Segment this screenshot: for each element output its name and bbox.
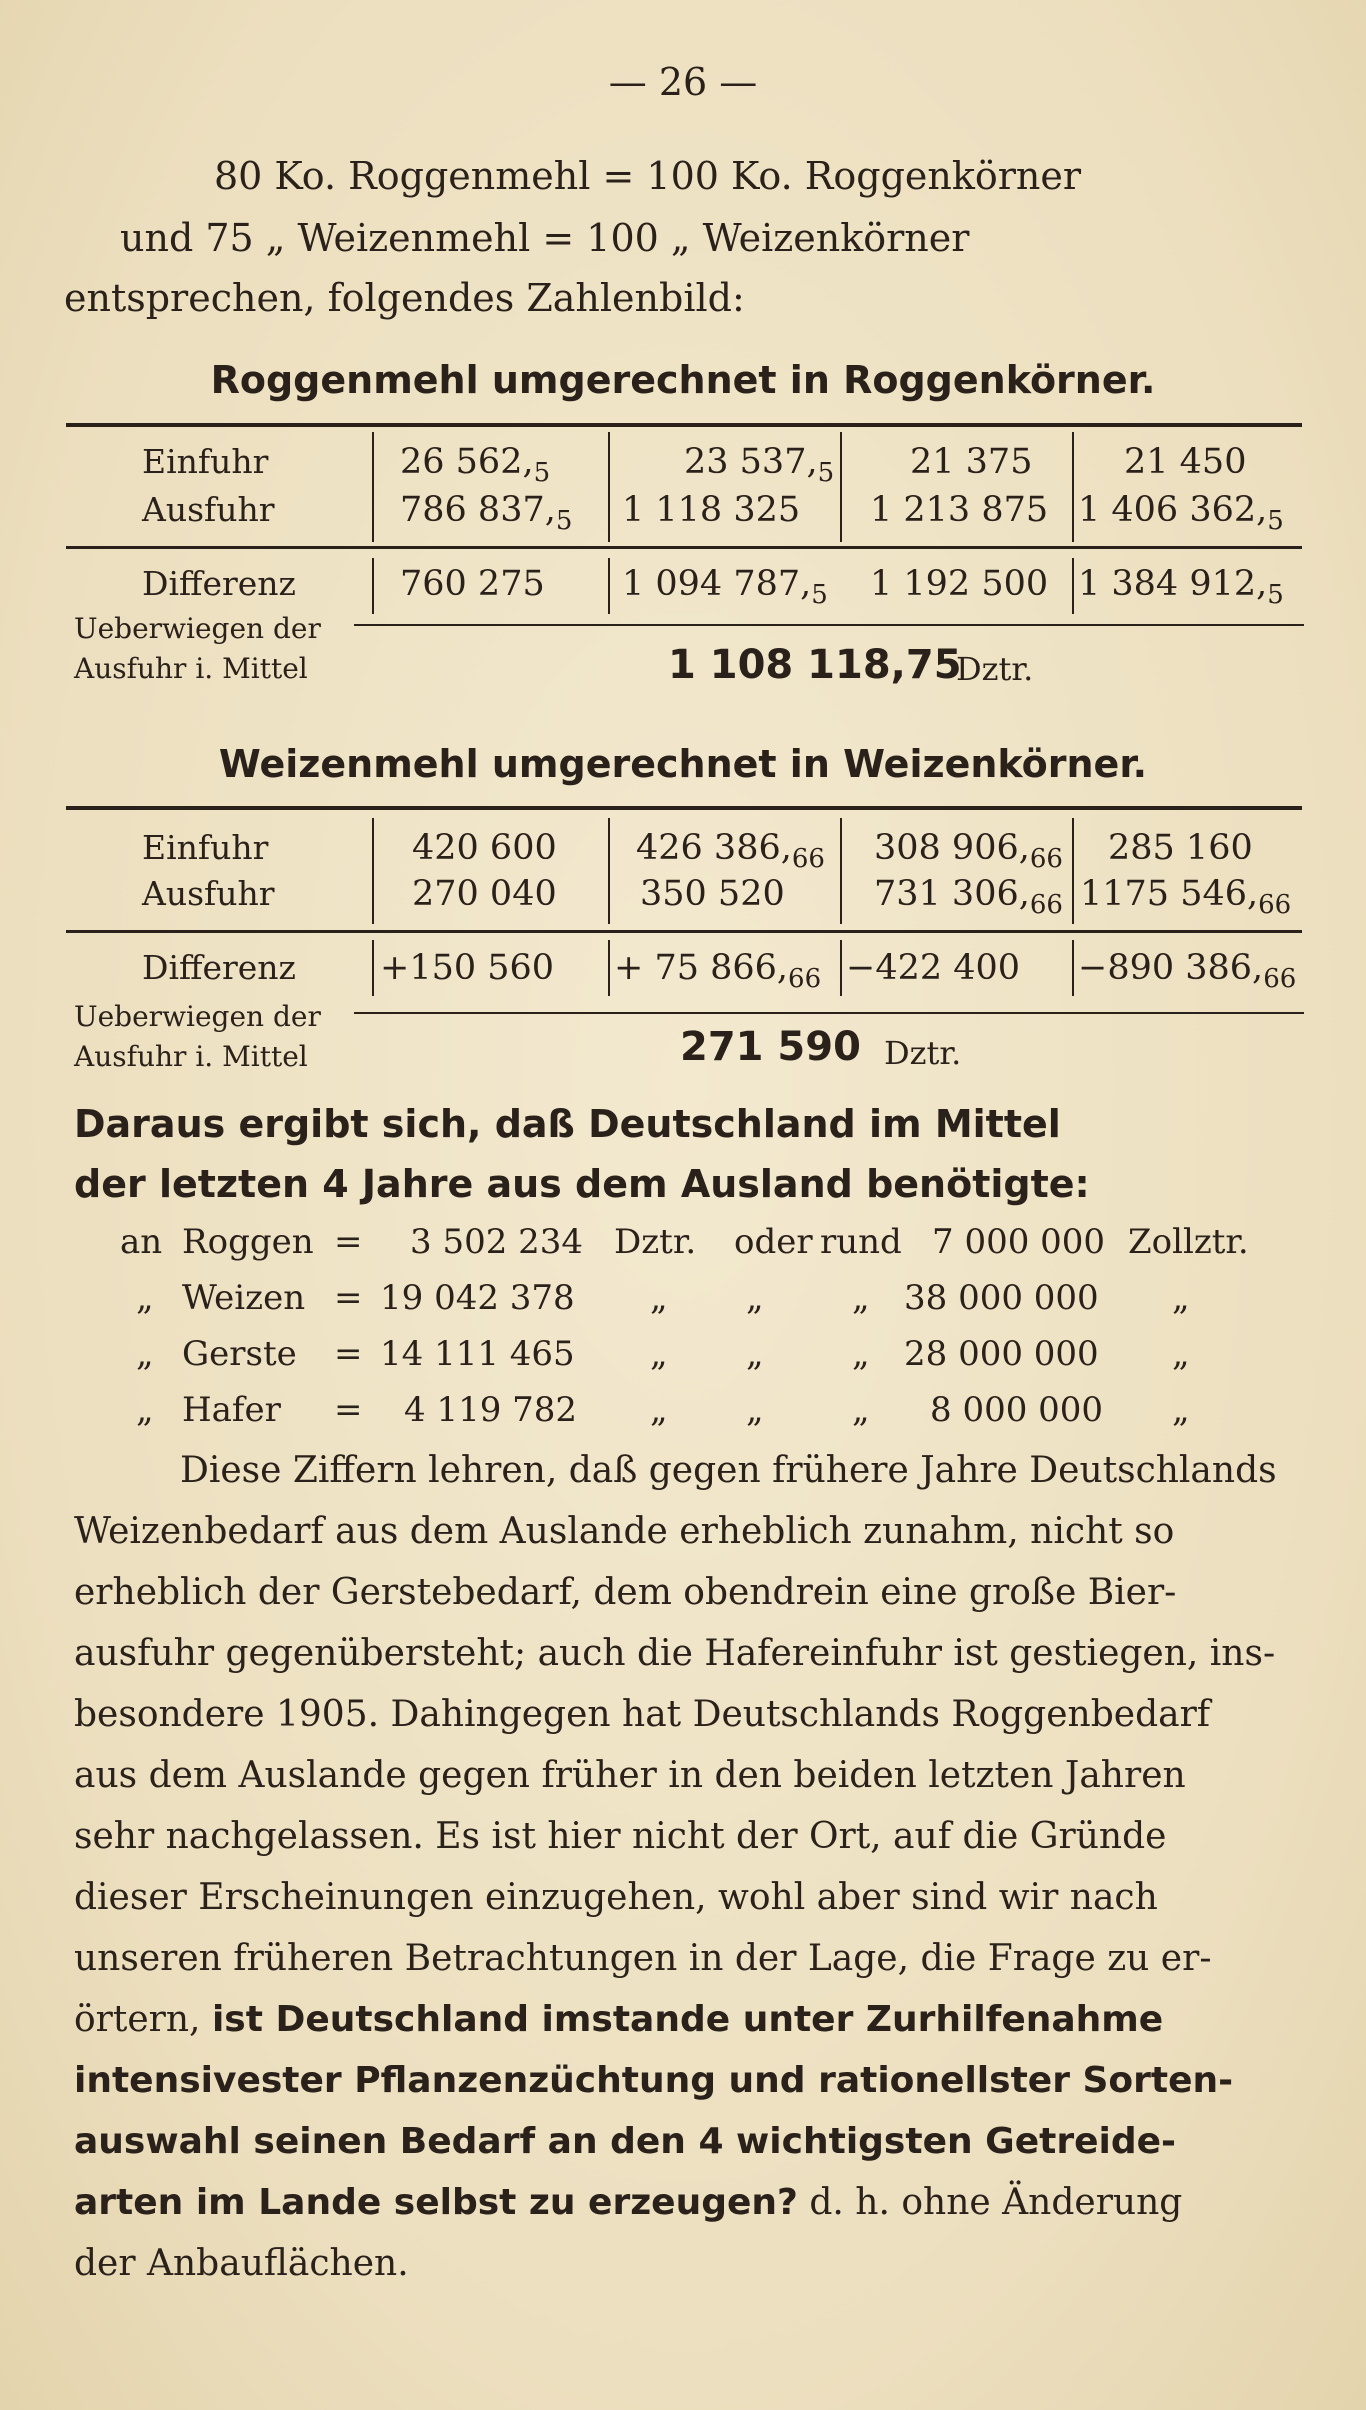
summary-label-2: Ausfuhr i. Mittel — [74, 1040, 308, 1073]
table-cell: −422 400 — [846, 948, 1021, 988]
table-cell: 26 $562,_5$ — [400, 442, 551, 488]
table-cell: 426 $386,_{66}$ — [636, 828, 825, 874]
page-number: — 26 — — [608, 60, 758, 104]
row-label: Ausfuhr — [142, 874, 275, 913]
row-label: Differenz — [142, 948, 296, 987]
table-cell: 1 094 $787,_5$ — [622, 564, 828, 610]
conclusion-line-1: Daraus ergibt sich, daß Deutschland im Mittel — [74, 1102, 1061, 1146]
table-roggen-title: Roggenmehl umgerechnet in Roggenkörner. — [210, 358, 1156, 402]
summary-label-1: Ueberwiegen der — [74, 1000, 321, 1033]
table-cell: 23 $537,_5$ — [684, 442, 835, 488]
row-label: Differenz — [142, 564, 296, 603]
table-cell: 420 600 — [412, 828, 557, 868]
table-cell: 731 $306,_{66}$ — [874, 874, 1063, 920]
summary-unit: Dztr. — [884, 1034, 962, 1072]
brace-line — [354, 624, 1304, 626]
summary-unit: Dztr. — [956, 650, 1034, 688]
row-label: Einfuhr — [142, 442, 269, 481]
intro-line-3: entsprechen, folgendes Zahlenbild: — [64, 276, 745, 320]
table-cell: +150 560 — [380, 948, 555, 988]
table-cell: 21 375 — [910, 442, 1033, 482]
row-label: Ausfuhr — [142, 490, 275, 529]
table-cell: 1 213 875 — [870, 490, 1049, 530]
table-cell: 1175 $546,_{66}$ — [1080, 874, 1292, 920]
table-mid-rule — [66, 546, 1302, 549]
table-weizen-title: Weizenmehl umgerechnet in Weizenkörner. — [218, 742, 1148, 786]
summary-value: 1 108 118,75 — [668, 642, 962, 688]
table-cell: 350 520 — [640, 874, 785, 914]
table-cell: 1 118 325 — [622, 490, 801, 530]
table-cell: 786 $837,_5$ — [400, 490, 573, 536]
summary-label-1: Ueberwiegen der — [74, 612, 321, 645]
table-cell: 760 275 — [400, 564, 545, 604]
summary-value: 271 590 — [680, 1024, 861, 1070]
intro-line-2: und 75 „ Weizenmehl = 100 „ Weizenkörner — [120, 216, 970, 260]
table-cell: 270 040 — [412, 874, 557, 914]
table-cell: 1 192 500 — [870, 564, 1049, 604]
table-cell: 21 450 — [1124, 442, 1247, 482]
table-cell: 308 $906,_{66}$ — [874, 828, 1063, 874]
summary-label-2: Ausfuhr i. Mittel — [74, 652, 308, 685]
table-cell: + 75 $866,_{66}$ — [614, 948, 822, 994]
table-top-rule — [66, 423, 1302, 427]
table-cell: 1 384 $912,_5$ — [1078, 564, 1284, 610]
intro-line-1: 80 Ko. Roggenmehl = 100 Ko. Roggenkörner — [214, 154, 1082, 198]
table-cell: 285 160 — [1108, 828, 1253, 868]
table-cell: −890 $386,_{66}$ — [1078, 948, 1297, 994]
row-label: Einfuhr — [142, 828, 269, 867]
conclusion-line-2: der letzten 4 Jahre aus dem Ausland benötigte: — [74, 1162, 1090, 1206]
table-cell: 1 406 $362,_5$ — [1078, 490, 1284, 536]
book-page: — 26 — 80 Ko. Roggenmehl = 100 Ko. Roggenkörner und 75 „ Weizenmehl = 100 „ Weizenkörner entsprechen, folgendes Zahlenbild: Roggenmehl umgerechnet in Roggenkörner. Einfuhr 26 $562,_5$ 23 $537,_5$ 21 375 21 450 Ausfuhr 786 $837,_5$ 1 118 325 1 213 875 1 406 $362,_5$ Differenz 760 275 1 094 $787,_5$ 1 192 500 1 384 $912,_5$ Ueberwiegen der Ausfuhr i. Mittel 1 108 118,75 Dztr. Weizenmehl umgerechnet in Weizenkörner. Einfuhr 420 600 426 $386,_{66}$ 308 $906,_{66}$ 285 160 Ausfuhr 270 040 350 520 731 $306,_{66}$ 1175 $546,_{66}$ Differenz +150 560 + 75 $866,_{66}$ −422 400 −890 $386,_{66}$ Ueberwiegen der Ausfuhr i. Mittel 271 590 Dztr. Daraus ergibt sich, daß Deutschland im Mittel der letzten 4 Jahre aus dem Ausland benötigte: an Roggen = 3 502 234 Dztr. oder rund 7 000 000 Zollztr. „ Weizen = 19 042 378 „ „ „ 38 000 000 „ „ Gerste = 14 111 465 „ „ „ 28 000 000 „ „ Hafer = 4 119 782 „ „ „ 8 000 000 „ Diese Ziffern lehren, daß gegen frühere Jahre Deutschlands Weizenbedarf aus dem Auslande erheblich zunahm, nicht so erheblich der Gerstebedarf, dem obendrein eine große Bier- ausfuhr gegenübersteht; auch die Hafereinfuhr ist gestiegen, ins- besondere 1905. Dahingegen hat Deutschlands Roggenbedarf aus dem Auslande gegen früher in den beiden letzten Jahren sehr nachgelassen. Es ist hier nicht der Ort, auf die Gründe dieser Erscheinungen einzugehen, wohl aber sind wir nach unseren früheren Betrachtungen in der Lage, die Frage zu er- örtern, ist Deutschland imstande unter Zurhilfenahme intensivester Pflanzenzüchtung und rationellster Sorten- auswahl seinen Bedarf an den 4 wichtigsten Getreide- arten im Lande selbst zu erzeugen? d. h. ohne Änderung der Anbauflächen. — [0, 0, 1366, 2410]
